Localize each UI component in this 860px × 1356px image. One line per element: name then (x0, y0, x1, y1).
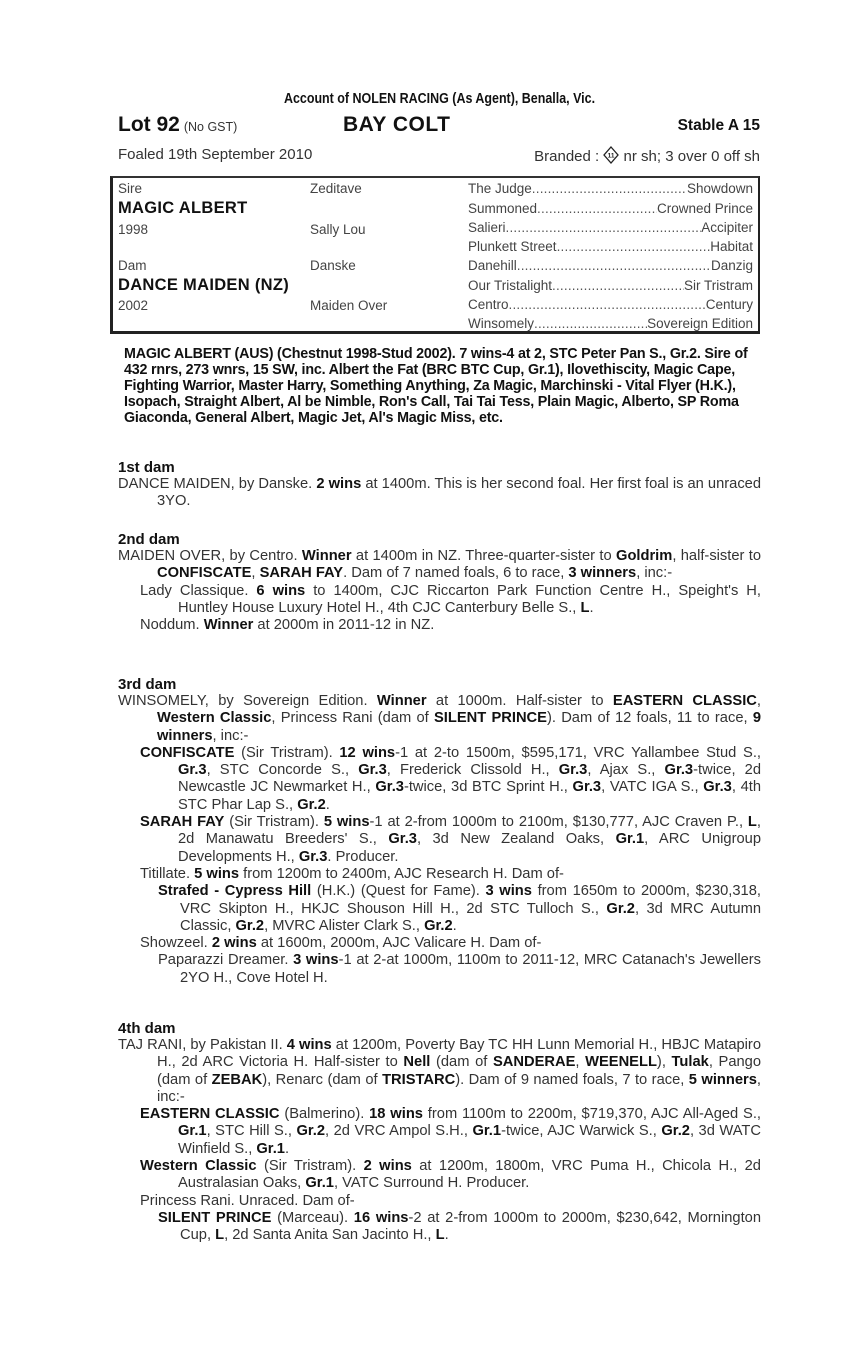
third-gen-left: Summoned (468, 201, 538, 216)
section-entries (118, 1037, 761, 1245)
third-gen-left: Plunkett Street (468, 239, 557, 254)
grand-progeny-entry: Strafed - Cypress Hill (H.K.) (Quest for Fame). 3 wins from 1650m to 2000m, $230,318, VRC Skipton H., HKJC Shouson Hill H., 2d STC Tulloch S., Gr.2, 3d MRC Autumn Classic, Gr.2, MVRC Alister Clark S., Gr.2. (158, 883, 761, 934)
third-gen-right: Century (705, 297, 753, 312)
dam-sire: Danske (310, 258, 356, 273)
leader-dots (517, 258, 711, 273)
stable-location: Stable A 15 (677, 117, 760, 134)
third-gen-row (468, 220, 753, 235)
third-gen-right: Sovereign Edition (647, 316, 753, 331)
progeny-entry: CONFISCATE (Sir Tristram). 12 wins-1 at 2-to 1500m, $595,171, VRC Yallambee Stud S., Gr.3, STC Concorde S., Gr.3, Frederick Clissold H., Gr.3, Ajax S., Gr.3-twice, 2d Newcastle JC Newmarket H., Gr.3-twice, 3d BTC Sprint H., Gr.3, VATC IGA S., Gr.3, 4th STC Phar Lap S., Gr.2. (140, 744, 762, 813)
dam-year: 2002 (118, 298, 149, 313)
section-1st-dam (118, 459, 761, 511)
third-gen-row (468, 297, 753, 312)
third-gen-left: Danehill (468, 258, 517, 273)
progeny-entry: Noddum. Winner at 2000m in 2011-12 in NZ. (140, 617, 435, 634)
horse-title: BAY COLT (343, 113, 451, 136)
grand-progeny-entry: Paparazzi Dreamer. 3 wins-1 at 2-at 1000m, 1100m to 2011-12, MRC Catanach's Jewellers 2YO H., Cove Hotel H. (158, 952, 761, 986)
branded-label: Branded : (534, 148, 600, 165)
gst-note: (No GST) (183, 120, 238, 134)
third-gen-row (468, 258, 753, 273)
third-gen-right: Showdown (686, 181, 753, 196)
third-gen-left: The Judge (468, 181, 532, 196)
foaled-branded-row (118, 146, 761, 166)
progeny-entry: Western Classic (Sir Tristram). 2 wins at 1200m, 1800m, VRC Puma H., Chicola H., 2d Australasian Oaks, Gr.1, VATC Surround H. Producer. (140, 1158, 761, 1192)
third-gen-row (468, 181, 753, 196)
leader-dots (552, 278, 684, 293)
leader-dots (532, 181, 687, 196)
grand-progeny-entry: SILENT PRINCE (Marceau). 16 wins-2 at 2-from 1000m to 2000m, $230,642, Mornington Cup, L, 2d Santa Anita San Jacinto H., L. (158, 1209, 761, 1244)
lot-label: Lot 92 (118, 113, 180, 136)
third-gen-right: Habitat (710, 239, 753, 254)
dam-dam: Maiden Over (310, 298, 388, 313)
dam-label: Dam (118, 258, 147, 273)
third-gen-row (468, 316, 753, 331)
third-gen-right: Crowned Prince (656, 201, 753, 216)
svg-text:11: 11 (607, 152, 615, 160)
third-gen-right: Accipiter (701, 220, 753, 235)
sire-year: 1998 (118, 222, 149, 237)
dam-entry: DANCE MAIDEN, by Danske. 2 wins at 1400m. This is her second foal. Her first foal is an unraced 3YO. (118, 476, 762, 510)
leader-dots (534, 316, 647, 331)
section-entries (118, 476, 761, 511)
lot-number (118, 113, 237, 137)
diamond-brand-icon (603, 146, 619, 164)
third-gen-row (468, 201, 753, 216)
sire-sire: Zeditave (310, 181, 362, 196)
third-gen-right: Danzig (710, 258, 753, 273)
branded-text: nr sh; 3 over 0 off sh (623, 148, 760, 165)
dam-entry: TAJ RANI, by Pakistan II. 4 wins at 1200m, Poverty Bay TC HH Lunn Memorial H., HBJC Matapiro H., 2d ARC Victoria H. Half-sister to Nell (dam of SANDERAE, WEENELL), Tulak, Pango (dam of ZEBAK), Renarc (dam of TRISTARC). Dam of 9 named foals, 7 to race, 5 winners, inc:- (118, 1037, 761, 1105)
vendor-account-line: Account of NOLEN RACING (As Agent), Benalla, Vic. (283, 91, 596, 107)
progeny-entry: Princess Rani. Unraced. Dam of- (140, 1192, 355, 1209)
dam-entry: WINSOMELY, by Sovereign Edition. Winner at 1000m. Half-sister to EASTERN CLASSIC, Western Classic, Princess Rani (dam of SILENT PRINCE). Dam of 12 foals, 11 to race, 9 winners, inc:- (118, 693, 761, 744)
section-heading: 1st dam (118, 459, 175, 476)
third-gen-row (468, 278, 753, 293)
progeny-entry: Titillate. 5 wins from 1200m to 2400m, AJC Research H. Dam of- (140, 865, 564, 882)
section-entries (118, 548, 761, 634)
progeny-entry: SARAH FAY (Sir Tristram). 5 wins-1 at 2-from 1000m to 2100m, $130,777, AJC Craven P., L, 2d Manawatu Breeders' S., Gr.3, 3d New Zealand Oaks, Gr.1, ARC Unigroup Developments H., Gr.3. Producer. (140, 814, 761, 865)
dam-name: DANCE MAIDEN (NZ) (118, 276, 290, 294)
third-gen-left: Winsomely (468, 316, 535, 331)
section-2nd-dam (118, 531, 761, 634)
section-heading: 4th dam (118, 1020, 176, 1037)
sire-name: MAGIC ALBERT (118, 199, 248, 217)
third-gen-left: Centro (468, 297, 509, 312)
section-entries (118, 693, 761, 987)
leader-dots (537, 201, 657, 216)
pedigree-box (110, 176, 760, 334)
sire-summary: MAGIC ALBERT (AUS) (Chestnut 1998-Stud 2002). 7 wins-4 at 2, STC Peter Pan S., Gr.2. Sire of 432 rnrs, 273 wnrs, 15 SW, inc. Albert the Fat (BRC BTC Cup, Gr.1), Ilovethiscity, Magic Cape, Fighting Warrior, Master Harry, Something Anything, Za Magic, Marchinski - Vital Flyer (H.K.), Isopach, Straight Albert, Al be Nimble, Ron's Call, Tai Tai Tess, Plain Magic, Alberto, SP Roma Giaconda, General Albert, Magic Jet, Al's Magic Miss, etc. (124, 346, 748, 426)
section-heading: 2nd dam (118, 531, 180, 548)
third-gen-left: Salieri (468, 220, 506, 235)
third-gen-right: Sir Tristram (684, 278, 753, 293)
leader-dots (506, 220, 702, 235)
progeny-entry: EASTERN CLASSIC (Balmerino). 18 wins from 1100m to 2200m, $719,370, AJC All-Aged S., Gr.1, STC Hill S., Gr.2, 2d VRC Ampol S.H., Gr.1-twice, AJC Warwick S., Gr.2, 3d WATC Winfield S., Gr.1. (140, 1106, 761, 1157)
progeny-entry: Showzeel. 2 wins at 1600m, 2000m, AJC Valicare H. Dam of- (140, 935, 542, 952)
third-gen-left: Our Tristalight (468, 278, 553, 293)
foaled-date: Foaled 19th September 2010 (118, 146, 313, 163)
section-3rd-dam (118, 676, 761, 987)
progeny-entry: Lady Classique. 6 wins to 1400m, CJC Riccarton Park Function Centre H., Speight's H, Huntley House Luxury Hotel H., 4th CJC Canterbury Belle S., L. (140, 582, 761, 616)
leader-dots (557, 239, 711, 254)
third-gen-row (468, 239, 753, 254)
sire-label: Sire (118, 181, 143, 196)
lot-header-row (118, 113, 761, 139)
branded-info (534, 146, 760, 165)
leader-dots (509, 297, 706, 312)
section-4th-dam (118, 1020, 761, 1245)
dam-entry: MAIDEN OVER, by Centro. Winner at 1400m in NZ. Three-quarter-sister to Goldrim, half-sister to CONFISCATE, SARAH FAY. Dam of 7 named foals, 6 to race, 3 winners, inc:- (118, 548, 762, 582)
section-heading: 3rd dam (118, 676, 177, 693)
sire-dam: Sally Lou (310, 222, 366, 237)
